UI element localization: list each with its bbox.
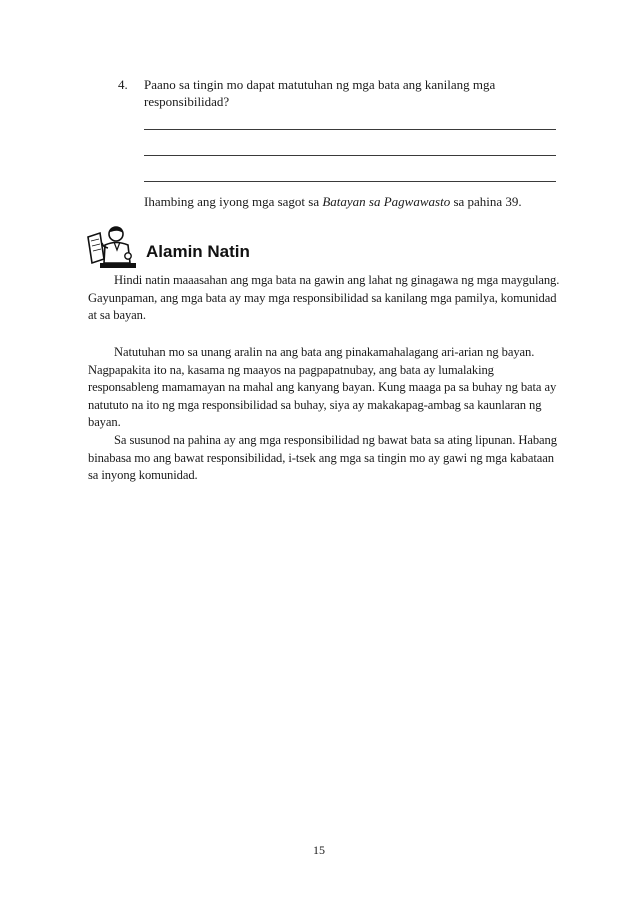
section-title: Alamin Natin [146, 242, 250, 261]
paragraph-text: Sa susunod na pahina ay ang mga responsibilidad ng bawat bata sa ating lipunan. Habang binabasa mo ang bawat responsibilidad, i-tsek ang mga sa tingin mo ay gawi ng mga kabataan sa inyong komunidad. [88, 433, 557, 482]
answer-line[interactable] [144, 181, 556, 182]
question-number: 4. [118, 77, 128, 92]
answer-line[interactable] [144, 155, 556, 156]
answer-line[interactable] [144, 129, 556, 130]
page-number: 15 [313, 843, 325, 857]
paragraph [88, 344, 566, 432]
paragraph-text: Natutuhan mo sa unang aralin na ang bata ang pinakamahalagang ari-arian ng bayan. Nagpapakita ito na, kasama ng maayos na pagpapatnubay, ang bata ay lumalaking responsableng mamamayan na mahal ang kanyang bayan. Kung maaga pa sa buhay ng bata ay natututo na ito ng mga responsibilidad sa buhay, siya ay makakapag-ambag sa kaunlaran ng bayan. [88, 345, 557, 429]
paragraph-text: Hindi natin maaasahan ang mga bata na gawin ang lahat ng ginagawa ng mga maygulang. Gayunpaman, ang mga bata ay may mga responsibilidad sa kanilang mga pamilya, komunidad at sa bayan. [88, 273, 560, 322]
compare-prefix: Ihambing ang iyong mga sagot sa [144, 194, 323, 209]
paragraph [88, 272, 566, 325]
answer-key-reference [144, 194, 522, 210]
paragraph [88, 432, 566, 485]
compare-suffix: sa pahina 39. [450, 194, 522, 209]
answer-key-title: Batayan sa Pagwawasto [322, 194, 451, 209]
question-text: Paano sa tingin mo dapat matutuhan ng mga bata ang kanilang mga responsibilidad? [144, 77, 496, 109]
person-reading-icon [86, 223, 138, 269]
